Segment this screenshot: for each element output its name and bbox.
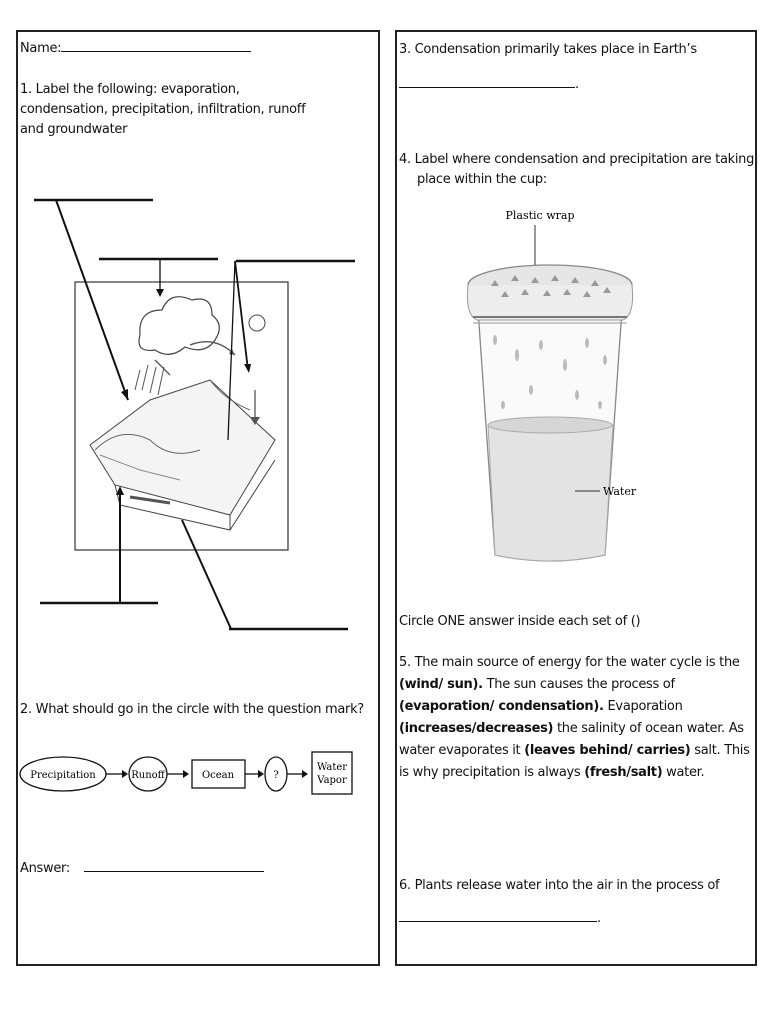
question-3-blank-line: . [399, 74, 579, 95]
water-cycle-diagram [20, 185, 365, 640]
q3-blank[interactable] [399, 74, 575, 88]
sun [249, 315, 265, 331]
choice-leaves-carries[interactable]: (leaves behind/ carries) [524, 743, 691, 758]
flow-water-label: Water [316, 762, 348, 773]
name-line [20, 38, 251, 59]
cup-diagram [455, 205, 645, 575]
question-4: 4. Label where condensation and precipitation are taking place within the cup: [399, 152, 755, 187]
question-6-blank-line: . [399, 908, 601, 929]
question-3: 3. Condensation primarily takes place in Earth’s [399, 42, 697, 57]
choice-fresh-salt[interactable]: (fresh/salt) [584, 765, 663, 780]
flow-ocean-label: Ocean [201, 770, 235, 781]
circle-instructions: Circle ONE answer inside each set of () [399, 614, 641, 629]
flow-question-label: ? [273, 770, 279, 781]
choice-incr-decr[interactable]: (increases/decreases) [399, 721, 554, 736]
name-label: Name: [20, 41, 62, 56]
name-blank[interactable] [61, 38, 251, 52]
flow-precipitation-label: Precipitation [30, 770, 96, 781]
answer-blank[interactable] [84, 858, 264, 872]
question-6: 6. Plants release water into the air in the process of [399, 878, 720, 893]
q6-blank[interactable] [399, 908, 597, 922]
flow-vapor-label: Vapor [317, 775, 347, 786]
flow-chart [18, 740, 363, 812]
answer-label: Answer: [20, 861, 70, 876]
choice-wind-sun[interactable]: (wind/ sun). [399, 677, 483, 692]
plastic-wrap-label: Plastic wrap [505, 209, 575, 222]
flow-water-vapor [312, 752, 352, 794]
question-1: 1. Label the following: evaporation, condensation, precipitation, infiltration, runoff and groundwater [20, 82, 306, 137]
question-2: 2. What should go in the circle with the question mark? [20, 702, 364, 717]
cup-water [488, 425, 613, 561]
flow-runoff-label: Runoff [131, 770, 165, 781]
choice-evap-cond[interactable]: (evaporation/ condensation). [399, 699, 604, 714]
question-5: 5. The main source of energy for the water cycle is the (wind/ sun). The sun causes the process of (evaporation/ condensation). Evaporation (increases/decreases) the salinity of ocean water. As water evaporates it (leaves behind/ carries) salt. This is why precipitation is always (fresh/salt) water. [399, 655, 750, 780]
water-label: Water [603, 485, 637, 498]
answer-line [20, 858, 264, 879]
